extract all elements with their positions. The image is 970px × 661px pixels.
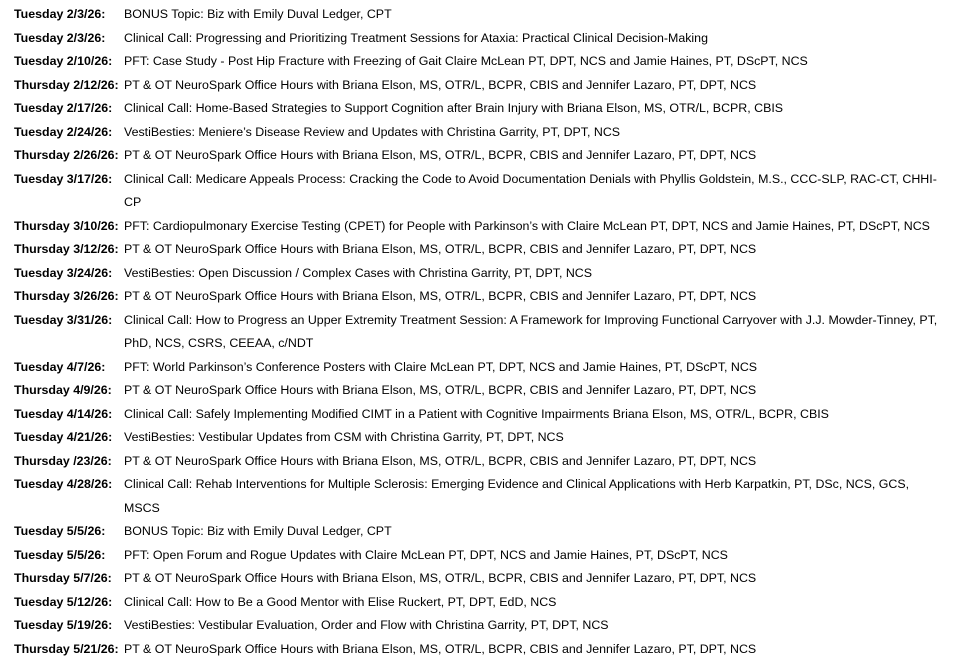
event-title: PT & OT NeuroSpark Office Hours with Briana Elson, MS, OTR/L, BCPR, CBIS and Jennifer Lazaro, PT, DPT, NCS — [124, 450, 964, 474]
event-title: PT & OT NeuroSpark Office Hours with Briana Elson, MS, OTR/L, BCPR, CBIS and Jennifer Lazaro, PT, DPT, NCS — [124, 567, 964, 591]
event-title: VestiBesties: Open Discussion / Complex Cases with Christina Garrity, PT, DPT, NCS — [124, 262, 964, 286]
event-title: Clinical Call: Rehab Interventions for Multiple Sclerosis: Emerging Evidence and Clinical Applications with Herb Karpatkin, PT, DSc, NCS, GCS, MSCS — [124, 473, 964, 520]
event-date: Tuesday 5/12/26: — [14, 591, 124, 615]
event-date: Tuesday 4/14/26: — [14, 403, 124, 427]
event-date: Thursday 4/9/26: — [14, 379, 124, 403]
event-row — [14, 215, 964, 239]
event-row — [14, 262, 964, 286]
event-row — [14, 379, 964, 403]
event-row — [14, 74, 964, 98]
event-row — [14, 3, 964, 27]
event-date: Tuesday 4/28/26: — [14, 473, 124, 520]
event-row — [14, 356, 964, 380]
event-row — [14, 144, 964, 168]
event-date: Tuesday 2/3/26: — [14, 27, 124, 51]
event-title: PT & OT NeuroSpark Office Hours with Briana Elson, MS, OTR/L, BCPR, CBIS and Jennifer Lazaro, PT, DPT, NCS — [124, 238, 964, 262]
event-row — [14, 544, 964, 568]
event-date: Tuesday 3/31/26: — [14, 309, 124, 356]
event-date: Tuesday 5/5/26: — [14, 544, 124, 568]
event-schedule-list — [14, 3, 964, 661]
event-date: Thursday 3/10/26: — [14, 215, 124, 239]
event-date: Thursday 5/21/26: — [14, 638, 124, 661]
event-title: PFT: Case Study - Post Hip Fracture with Freezing of Gait Claire McLean PT, DPT, NCS and Jamie Haines, PT, DScPT, NCS — [124, 50, 964, 74]
event-title: BONUS Topic: Biz with Emily Duval Ledger, CPT — [124, 520, 964, 544]
event-date: Tuesday 5/19/26: — [14, 614, 124, 638]
event-title: VestiBesties: Vestibular Updates from CSM with Christina Garrity, PT, DPT, NCS — [124, 426, 964, 450]
event-date: Thursday 3/26/26: — [14, 285, 124, 309]
event-row — [14, 97, 964, 121]
event-date: Tuesday 2/17/26: — [14, 97, 124, 121]
event-title: PFT: Cardiopulmonary Exercise Testing (CPET) for People with Parkinson’s with Claire McLean PT, DPT, NCS and Jamie Haines, PT, DScPT, NCS — [124, 215, 964, 239]
event-row — [14, 520, 964, 544]
event-date: Tuesday 5/5/26: — [14, 520, 124, 544]
event-title: PFT: World Parkinson’s Conference Posters with Claire McLean PT, DPT, NCS and Jamie Haines, PT, DScPT, NCS — [124, 356, 964, 380]
event-row — [14, 27, 964, 51]
event-date: Tuesday 4/7/26: — [14, 356, 124, 380]
event-date: Tuesday 4/21/26: — [14, 426, 124, 450]
event-title: BONUS Topic: Biz with Emily Duval Ledger, CPT — [124, 3, 964, 27]
event-date: Thursday 2/26/26: — [14, 144, 124, 168]
event-title: Clinical Call: How to Progress an Upper Extremity Treatment Session: A Framework for Improving Functional Carryover with J.J. Mowder-Tinney, PT, PhD, NCS, CSRS, CEEAA, c/NDT — [124, 309, 964, 356]
event-title: Clinical Call: Safely Implementing Modified CIMT in a Patient with Cognitive Impairments Briana Elson, MS, OTR/L, BCPR, CBIS — [124, 403, 964, 427]
event-date: Thursday 5/7/26: — [14, 567, 124, 591]
event-title: VestiBesties: Meniere’s Disease Review and Updates with Christina Garrity, PT, DPT, NCS — [124, 121, 964, 145]
event-date: Tuesday 3/24/26: — [14, 262, 124, 286]
event-row — [14, 614, 964, 638]
event-row — [14, 168, 964, 215]
event-row — [14, 567, 964, 591]
event-date: Tuesday 3/17/26: — [14, 168, 124, 215]
event-date: Tuesday 2/10/26: — [14, 50, 124, 74]
event-title: Clinical Call: Home-Based Strategies to Support Cognition after Brain Injury with Briana Elson, MS, OTR/L, BCPR, CBIS — [124, 97, 964, 121]
event-row — [14, 121, 964, 145]
event-date: Tuesday 2/3/26: — [14, 3, 124, 27]
event-date: Tuesday 2/24/26: — [14, 121, 124, 145]
event-title: PT & OT NeuroSpark Office Hours with Briana Elson, MS, OTR/L, BCPR, CBIS and Jennifer Lazaro, PT, DPT, NCS — [124, 638, 964, 661]
event-date: Thursday /23/26: — [14, 450, 124, 474]
event-title: PFT: Open Forum and Rogue Updates with Claire McLean PT, DPT, NCS and Jamie Haines, PT, DScPT, NCS — [124, 544, 964, 568]
event-row — [14, 403, 964, 427]
event-row — [14, 591, 964, 615]
event-row — [14, 473, 964, 520]
event-title: VestiBesties: Vestibular Evaluation, Order and Flow with Christina Garrity, PT, DPT, NCS — [124, 614, 964, 638]
event-row — [14, 450, 964, 474]
event-date: Thursday 3/12/26: — [14, 238, 124, 262]
event-row — [14, 238, 964, 262]
event-row — [14, 285, 964, 309]
event-title: Clinical Call: Progressing and Prioritizing Treatment Sessions for Ataxia: Practical Clinical Decision-Making — [124, 27, 964, 51]
event-title: PT & OT NeuroSpark Office Hours with Briana Elson, MS, OTR/L, BCPR, CBIS and Jennifer Lazaro, PT, DPT, NCS — [124, 74, 964, 98]
event-title: Clinical Call: Medicare Appeals Process: Cracking the Code to Avoid Documentation Denials with Phyllis Goldstein, M.S., CCC-SLP, RAC-CT, CHHI-CP — [124, 168, 964, 215]
event-row — [14, 638, 964, 661]
event-title: PT & OT NeuroSpark Office Hours with Briana Elson, MS, OTR/L, BCPR, CBIS and Jennifer Lazaro, PT, DPT, NCS — [124, 379, 964, 403]
event-row — [14, 426, 964, 450]
event-row — [14, 50, 964, 74]
event-title: PT & OT NeuroSpark Office Hours with Briana Elson, MS, OTR/L, BCPR, CBIS and Jennifer Lazaro, PT, DPT, NCS — [124, 144, 964, 168]
event-title: Clinical Call: How to Be a Good Mentor with Elise Ruckert, PT, DPT, EdD, NCS — [124, 591, 964, 615]
event-title: PT & OT NeuroSpark Office Hours with Briana Elson, MS, OTR/L, BCPR, CBIS and Jennifer Lazaro, PT, DPT, NCS — [124, 285, 964, 309]
event-date: Thursday 2/12/26: — [14, 74, 124, 98]
event-row — [14, 309, 964, 356]
